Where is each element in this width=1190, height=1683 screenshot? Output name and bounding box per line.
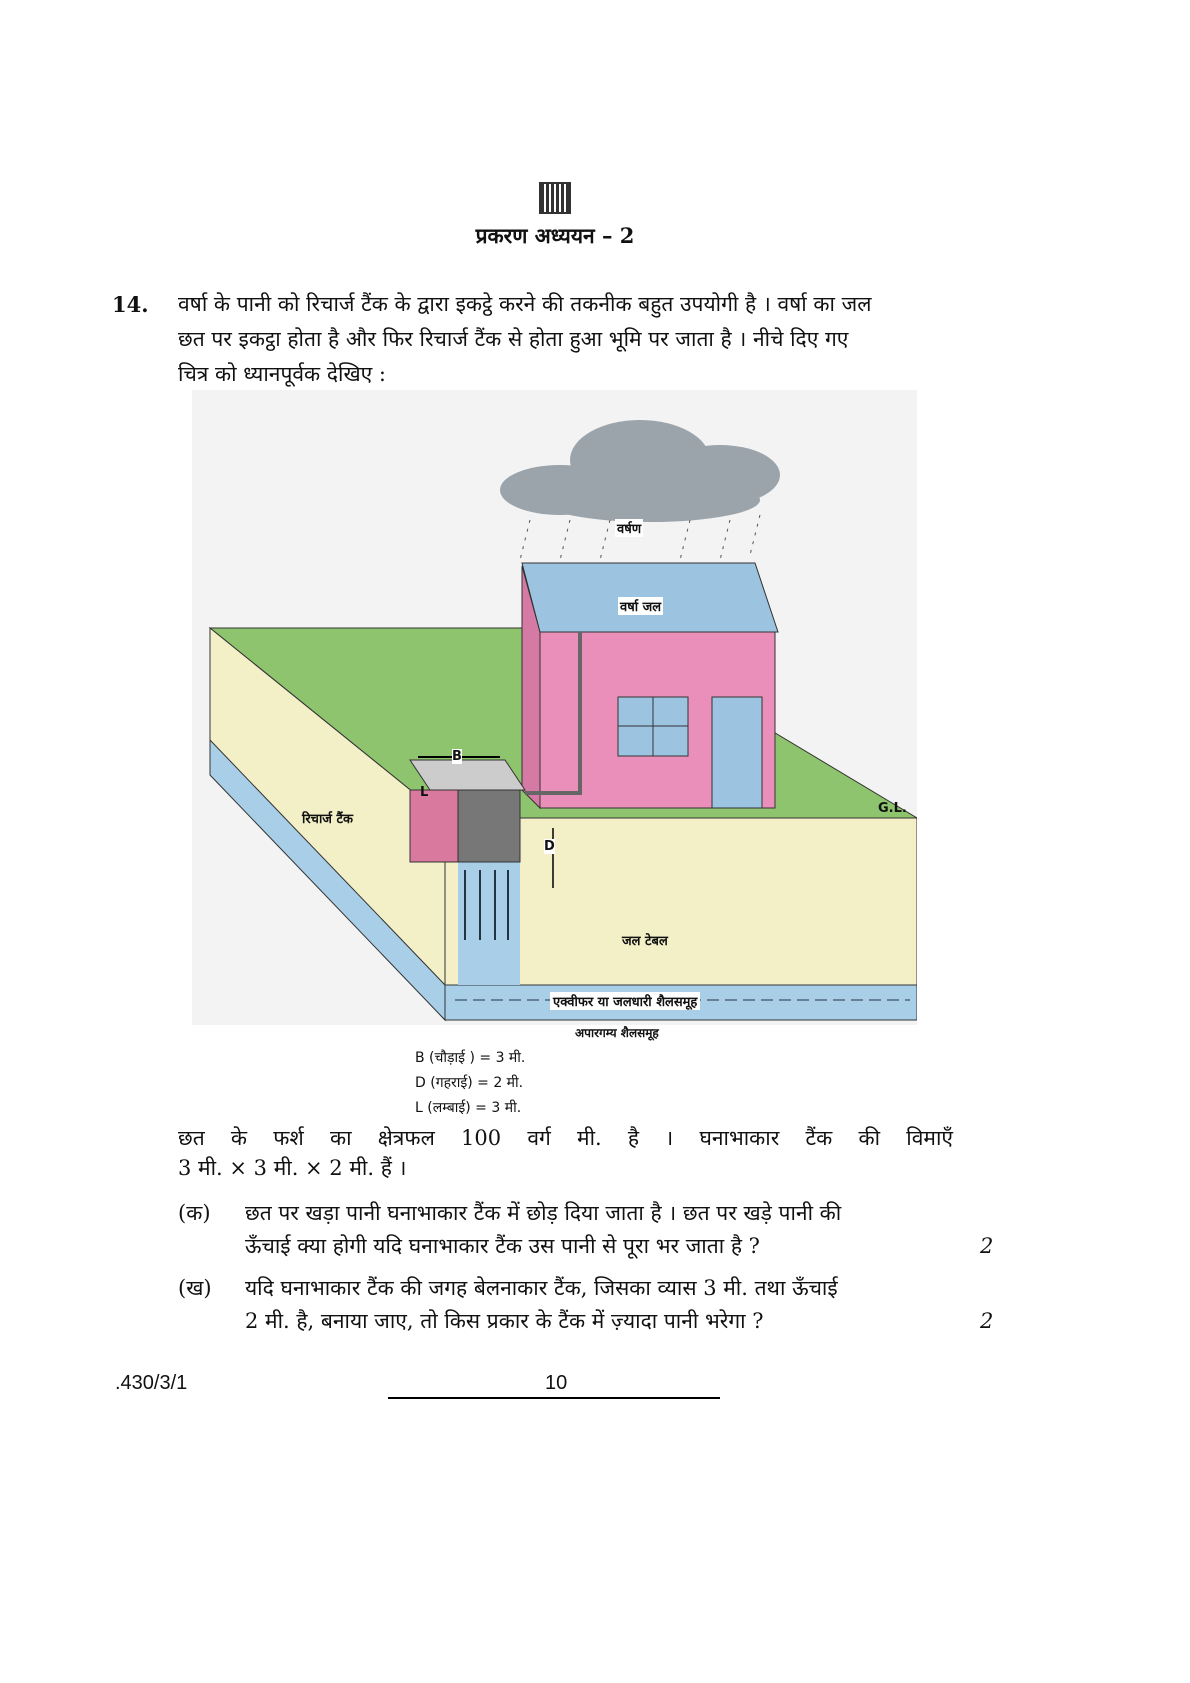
label-water-table: जल टेबल: [622, 934, 668, 949]
label-ground-level: G.L.: [878, 801, 907, 816]
footer-rule: [388, 1397, 720, 1399]
part-b-label: (ख): [178, 1276, 212, 1300]
question-number: 14.: [112, 292, 149, 317]
part-a-line-2: ऊँचाई क्या होगी यदि घनाभाकार टैंक उस पानी से पूरा भर जाता है ?: [245, 1234, 760, 1258]
part-b-line-2: 2 मी. है, बनाया जाए, तो किस प्रकार के टैंक में ज़्यादा पानी भरेगा ?: [245, 1309, 764, 1333]
part-b-marks: 2: [980, 1309, 994, 1333]
dimension-l: L (लम्बाई) = 3 मी.: [415, 1100, 522, 1116]
label-rain: वर्षण: [615, 519, 643, 537]
rainwater-recharge-diagram: [192, 390, 917, 1025]
door-icon: [712, 697, 762, 808]
section-title: प्रकरण अध्ययन – 2: [475, 223, 635, 248]
infiltration-column: [458, 862, 520, 985]
statement-line-1: छत के फर्श का क्षेत्रफल 100 वर्ग मी. है । घनाभाकार टैंक की विमाएँ: [178, 1126, 953, 1150]
label-recharge-tank: रिचार्ज टैंक: [302, 812, 354, 827]
label-l: L: [420, 785, 429, 800]
tank-gravel: [458, 790, 520, 862]
part-b-line-1: यदि घनाभाकार टैंक की जगह बेलनाकार टैंक, जिसका व्यास 3 मी. तथा ऊँचाई: [245, 1276, 838, 1300]
part-a-marks: 2: [980, 1234, 994, 1258]
label-impermeable: अपारगम्य शैलसमूह: [575, 1026, 659, 1040]
label-rain-water: वर्षा जल: [618, 597, 663, 615]
footer-code: .430/3/1: [115, 1372, 188, 1394]
intro-line-1: वर्षा के पानी को रिचार्ज टैंक के द्वारा इकट्ठे करने की तकनीक बहुत उपयोगी है । वर्षा का जल: [178, 292, 872, 316]
label-d: D: [544, 839, 555, 854]
label-b: B: [452, 749, 462, 764]
dimension-d: D (गहराई) = 2 मी.: [415, 1075, 524, 1091]
page-number: 10: [545, 1372, 568, 1394]
label-aquifer: एक्वीफर या जलधारी शैलसमूह: [550, 992, 700, 1010]
part-a-line-1: छत पर खड़ा पानी घनाभाकार टैंक में छोड़ दिया जाता है । छत पर खड़े पानी की: [245, 1201, 842, 1225]
intro-line-2: छत पर इकट्ठा होता है और फिर रिचार्ज टैंक से होता हुआ भूमि पर जाता है । नीचे दिए गए: [178, 327, 849, 351]
dimension-b: B (चौड़ाई ) = 3 मी.: [415, 1050, 526, 1066]
statement-line-2: 3 मी. × 3 मी. × 2 मी. हैं ।: [178, 1156, 407, 1180]
intro-line-3: चित्र को ध्यानपूर्वक देखिए :: [178, 362, 386, 386]
recharge-tank-brick: [410, 790, 458, 862]
qr-code-icon: [541, 184, 569, 212]
part-a-label: (क): [178, 1201, 211, 1225]
